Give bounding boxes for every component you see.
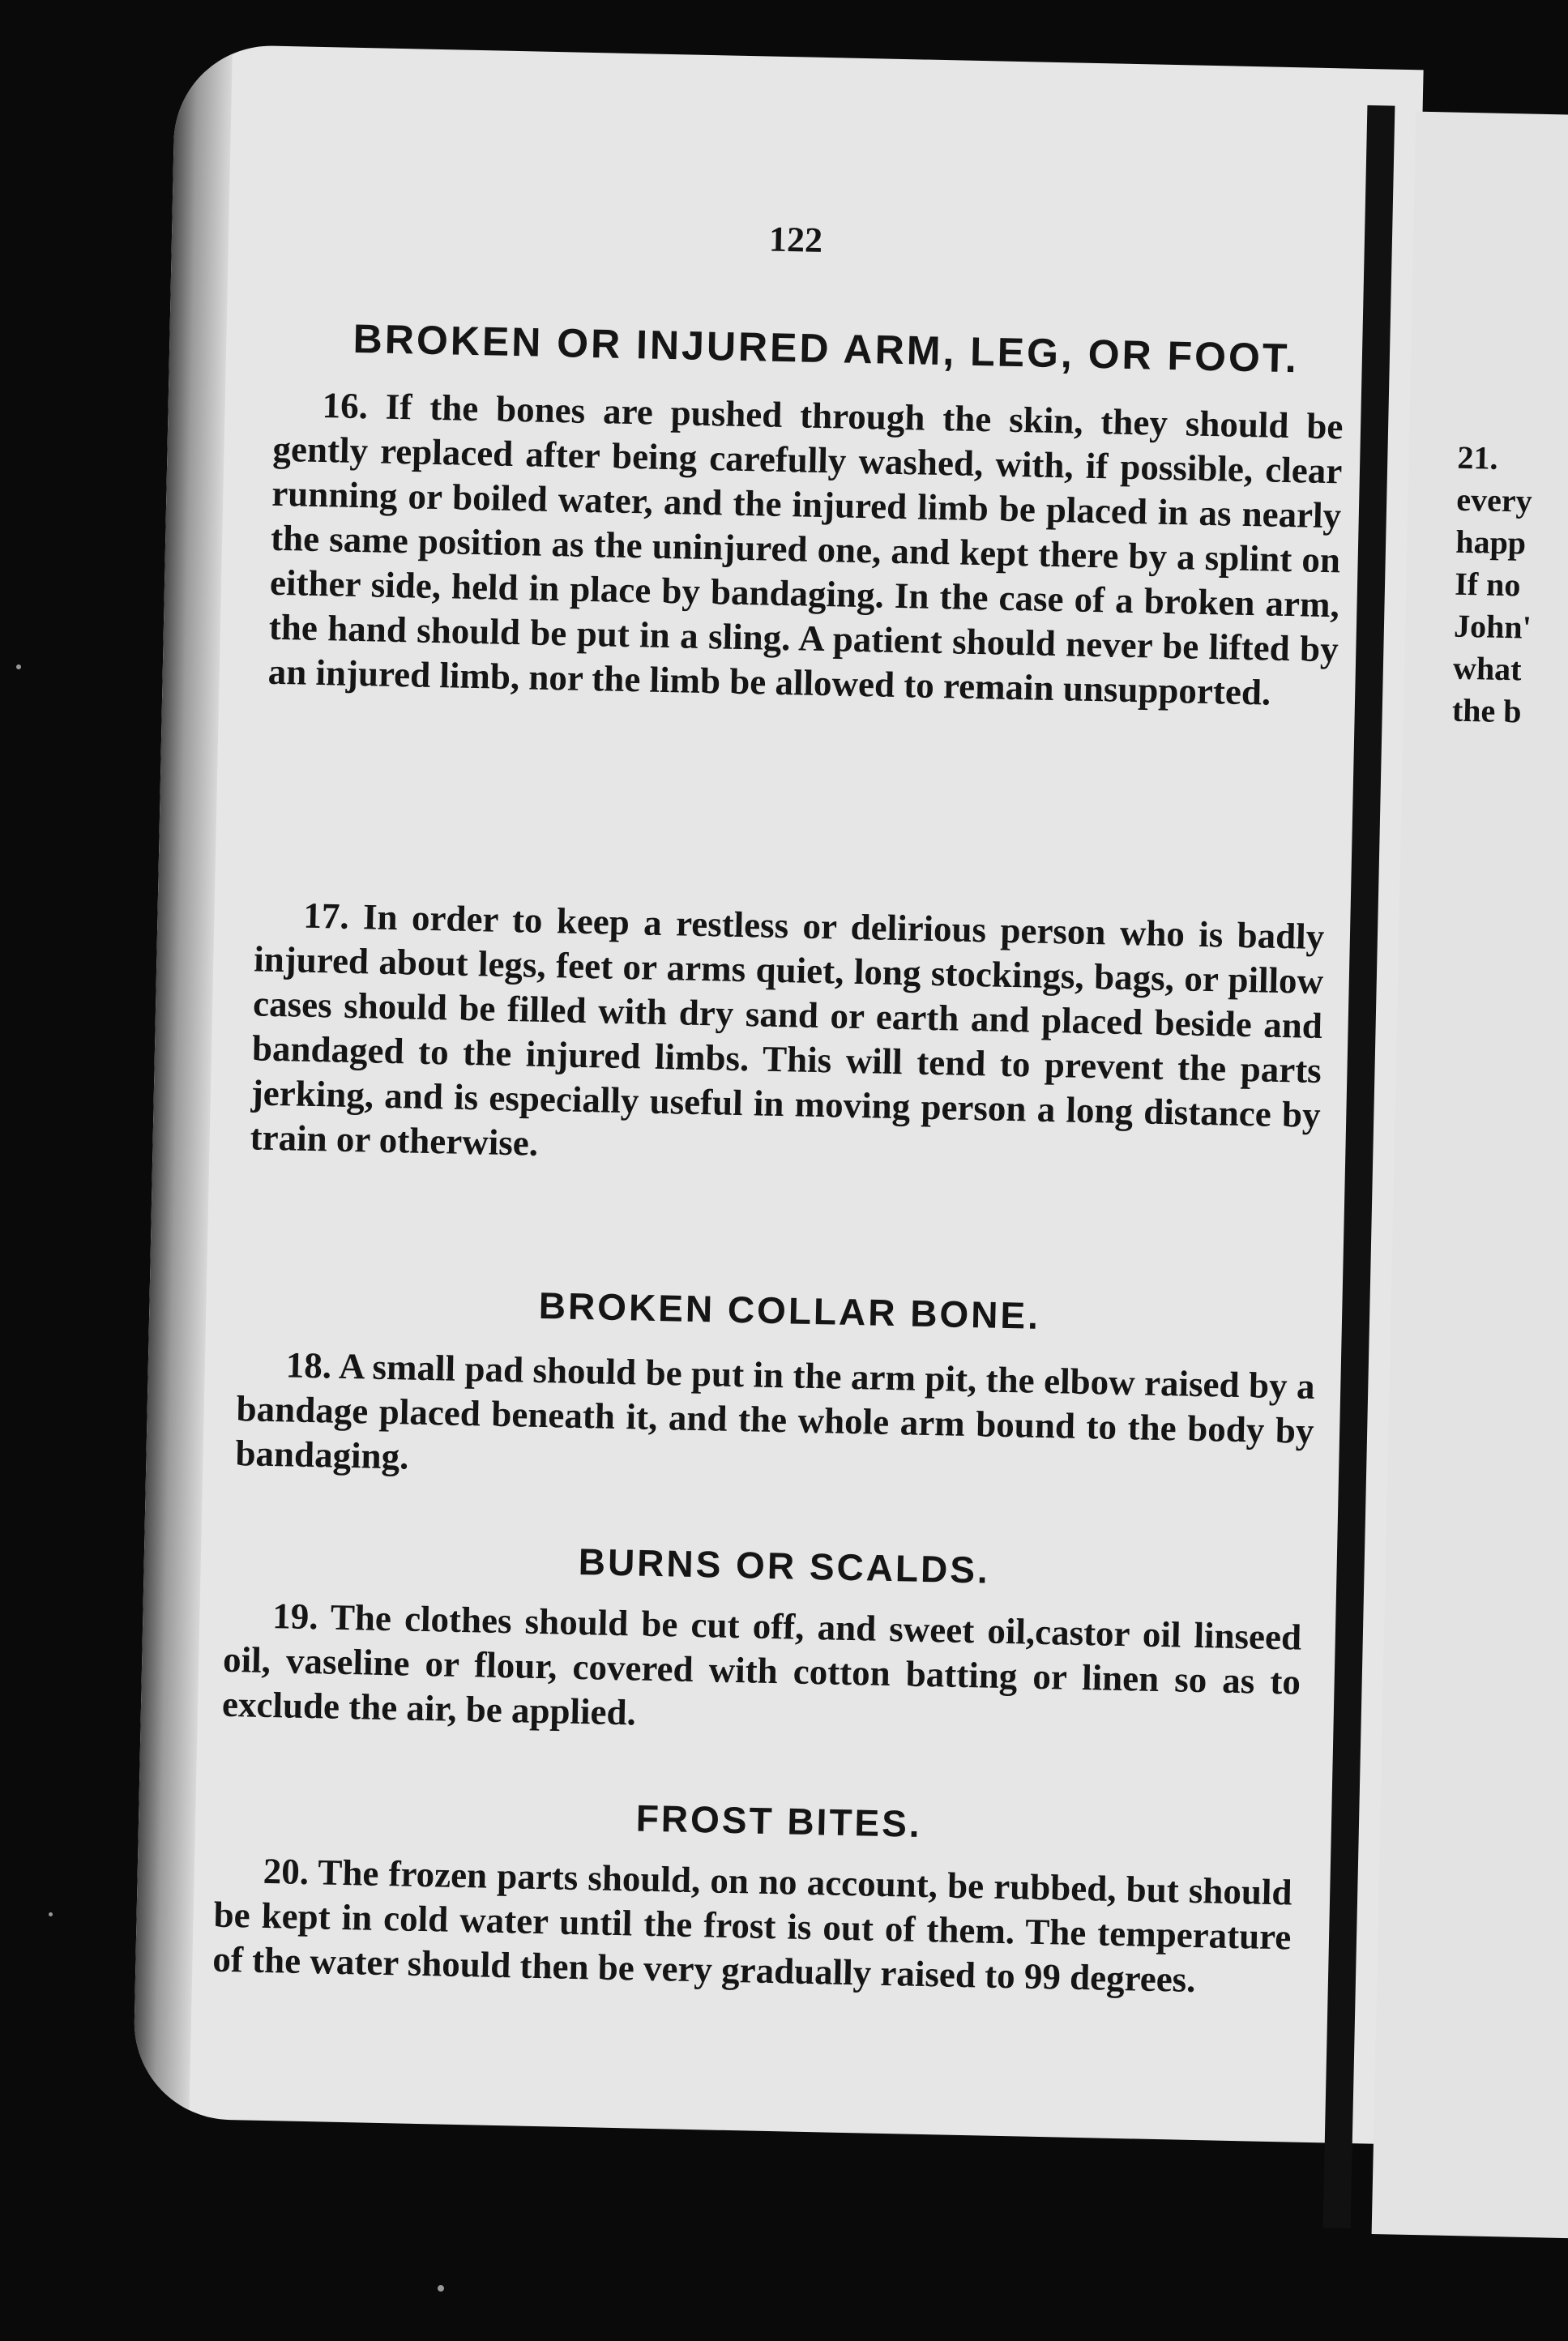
paragraph-19: 19. The clothes should be cut off, and sweet oil,castor oil linseed oil, vaseline or flour, covered with cotton batting or linen so as to exclude the air, be applied. xyxy=(221,1596,1302,1733)
section-heading-broken-limb: BROKEN OR INJURED ARM, LEG, OR FOOT. xyxy=(352,315,1300,382)
section-heading-burns: BURNS OR SCALDS. xyxy=(578,1540,991,1591)
paragraph-20: 20. The frozen parts should, on no account, be rubbed, but should be kept in cold water until the frost is out of them. The temperature of the water should then be very gradually raised to 99 degrees. xyxy=(211,1850,1293,2001)
facing-line: 21. xyxy=(1457,438,1498,476)
scan-speck xyxy=(438,2285,444,2292)
paragraph-16: 16. If the bones are pushed through the skin, they should be gently replaced after being carefully washed, with, if possible, clear running or boiled water, and the injured limb be placed in as nearly the same position as the uninjured one, and kept there by a splint on either side, held in place by bandaging. In the case of a broken arm, the hand should be put in a sling. A patient should never be lifted by an injured limb, nor the limb be allowed to remain unsupported. xyxy=(267,385,1344,713)
scan-speck xyxy=(49,1912,53,1916)
facing-line: If no xyxy=(1454,565,1521,604)
facing-line: the b xyxy=(1451,691,1523,730)
page-number: 122 xyxy=(768,219,823,260)
paragraph-17: 17. In order to keep a restless or delirious person who is badly injured about legs, feet or arms quiet, long stockings, bags, or pillow cases should be filled with dry sand or earth and placed beside and bandaged to the injured limbs. This will tend to prevent the parts jerking, and is especially useful in moving person a long distance by train or otherwise. xyxy=(250,895,1325,1164)
left-page xyxy=(132,44,1423,2144)
section-heading-frost-bites: FROST BITES. xyxy=(635,1796,923,1845)
facing-line: every xyxy=(1455,481,1533,519)
scan-speck xyxy=(16,664,21,669)
facing-page-text xyxy=(1451,437,1535,733)
facing-line: what xyxy=(1452,649,1522,688)
facing-line: happ xyxy=(1455,523,1527,562)
paragraph-18: 18. A small pad should be put in the arm pit, the elbow raised by a bandage placed beneath it, and the whole arm bound to the body by bandaging. xyxy=(235,1344,1316,1477)
section-heading-collar-bone: BROKEN COLLAR BONE. xyxy=(538,1284,1041,1337)
facing-line: John' xyxy=(1453,607,1532,646)
